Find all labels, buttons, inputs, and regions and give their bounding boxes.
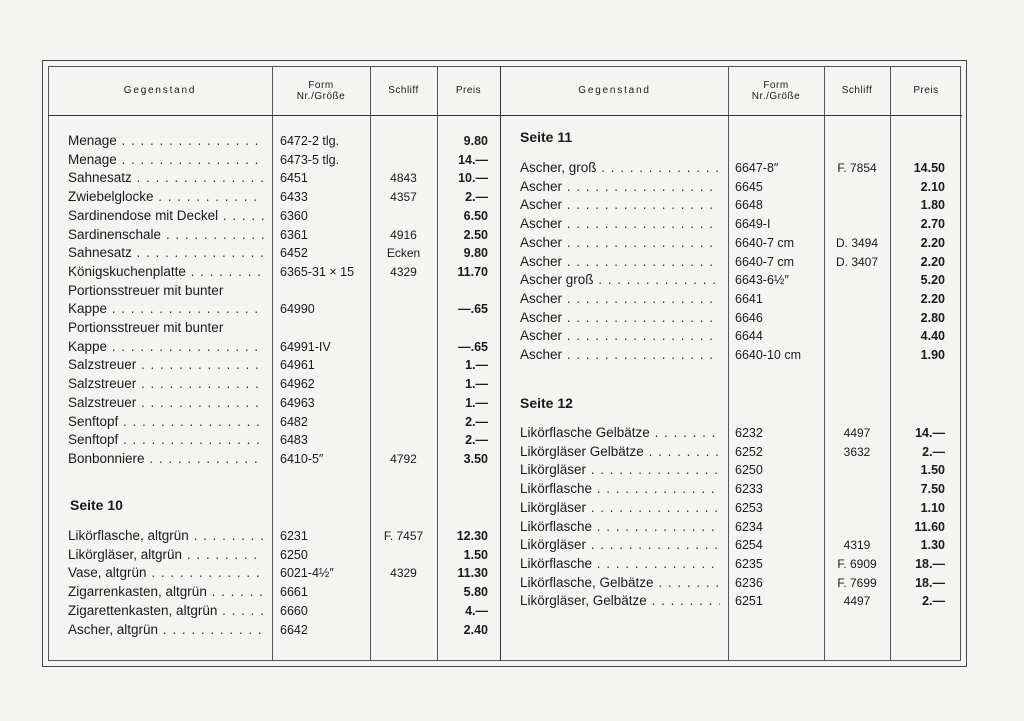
form-number: 6235 bbox=[735, 556, 763, 571]
item-name: Likörgläser, Gelbätze . . . bbox=[520, 592, 720, 610]
header-item: Gegenstand bbox=[123, 85, 197, 96]
item-name: Senftopf . . . bbox=[68, 413, 264, 431]
form-number: 6234 bbox=[735, 519, 763, 534]
table-row bbox=[48, 244, 500, 262]
item-name: Likörflasche, altgrün . . . bbox=[68, 527, 264, 545]
form-number: 6250 bbox=[280, 547, 308, 562]
item-name: Zigarrenkasten, altgrün . . . bbox=[68, 583, 264, 601]
form-number: 6251 bbox=[735, 594, 763, 609]
table-row bbox=[501, 253, 962, 271]
table-row bbox=[48, 151, 500, 169]
price-value: 11.30 bbox=[457, 566, 488, 581]
form-number: 6648 bbox=[735, 198, 763, 213]
form-number: 6643-6½″ bbox=[735, 273, 789, 288]
header-cut: Schliff bbox=[388, 85, 419, 96]
price-value: 18.— bbox=[915, 575, 945, 590]
table-row bbox=[48, 356, 500, 374]
section-title: Seite 12 bbox=[520, 395, 573, 411]
cut-number: 3632 bbox=[843, 444, 871, 459]
table-row bbox=[501, 424, 962, 442]
item-name: Likörflasche, Gelbätze . . . bbox=[520, 574, 720, 592]
table-row bbox=[48, 319, 500, 337]
table-row bbox=[501, 536, 962, 554]
form-number: 6641 bbox=[735, 291, 763, 306]
price-value: —.65 bbox=[458, 302, 488, 317]
table-row bbox=[501, 271, 962, 289]
table-row bbox=[501, 196, 962, 214]
item-name: Ascher . . . bbox=[520, 253, 720, 271]
item-name: Ascher . . . bbox=[520, 327, 720, 345]
table-row bbox=[48, 300, 500, 318]
cut-number: 4319 bbox=[843, 538, 871, 553]
price-value: 1.30 bbox=[920, 538, 945, 553]
table-row bbox=[48, 413, 500, 431]
section-title: Seite 10 bbox=[70, 497, 123, 513]
form-number: 6452 bbox=[280, 246, 308, 261]
item-name: Königskuchenplatte . . . bbox=[68, 263, 264, 281]
item-name: Kappe . . . bbox=[68, 300, 264, 318]
form-number: 64961 bbox=[280, 358, 315, 373]
price-value: 12.30 bbox=[456, 529, 488, 543]
header-rule bbox=[501, 115, 962, 116]
item-name: Ascher . . . bbox=[520, 196, 720, 214]
cut-number: F. 7854 bbox=[837, 161, 877, 175]
form-number: 6410-5″ bbox=[280, 451, 324, 466]
table-row bbox=[48, 546, 500, 564]
price-value: —.65 bbox=[458, 339, 488, 354]
table-row bbox=[48, 207, 500, 225]
price-value: 2.— bbox=[465, 414, 488, 429]
table-row bbox=[48, 394, 500, 412]
item-name: Sardinendose mit Deckel . . . bbox=[68, 207, 264, 225]
item-name: Portionsstreuer mit bunter bbox=[68, 282, 224, 298]
price-value: 11.70 bbox=[457, 264, 488, 279]
header-price: Preis bbox=[913, 85, 939, 96]
form-number: 6646 bbox=[735, 310, 763, 325]
price-value: 1.— bbox=[465, 395, 488, 410]
section-title: Seite 11 bbox=[520, 129, 573, 145]
item-name: Likörflasche . . . bbox=[520, 480, 720, 498]
form-number: 6233 bbox=[735, 482, 763, 497]
table-row bbox=[48, 583, 500, 601]
table-row bbox=[501, 443, 962, 461]
price-value: 5.20 bbox=[920, 273, 945, 288]
price-value: 2.10 bbox=[920, 179, 945, 194]
item-name: Ascher, altgrün . . . bbox=[68, 621, 264, 639]
price-value: 2.40 bbox=[463, 622, 488, 637]
table-row bbox=[48, 564, 500, 582]
form-number: 6361 bbox=[280, 227, 308, 242]
form-number: 6645 bbox=[735, 179, 763, 194]
form-number: 6647-8″ bbox=[735, 161, 779, 175]
table-row bbox=[48, 226, 500, 244]
item-name: Salzstreuer . . . bbox=[68, 375, 264, 393]
item-name: Ascher . . . bbox=[520, 234, 720, 252]
form-number: 6483 bbox=[280, 433, 308, 448]
price-value: 2.— bbox=[922, 594, 945, 609]
item-name: Likörflasche . . . bbox=[520, 555, 720, 573]
form-number: 6231 bbox=[280, 529, 308, 543]
table-row bbox=[48, 527, 500, 545]
table-row bbox=[501, 327, 962, 345]
table-row bbox=[48, 132, 500, 150]
form-number: 6482 bbox=[280, 414, 308, 429]
price-value: 5.80 bbox=[463, 585, 488, 600]
item-name: Likörgläser, altgrün . . . bbox=[68, 546, 264, 564]
table-row bbox=[501, 215, 962, 233]
item-name: Ascher . . . bbox=[520, 290, 720, 308]
price-value: 2.80 bbox=[920, 310, 945, 325]
price-value: 2.20 bbox=[920, 254, 945, 269]
price-value: 1.90 bbox=[920, 348, 945, 362]
item-name: Ascher . . . bbox=[520, 178, 720, 196]
table-row bbox=[501, 234, 962, 252]
form-number: 6472-2 tlg. bbox=[280, 134, 340, 148]
item-name: Ascher . . . bbox=[520, 309, 720, 327]
form-number: 64990 bbox=[280, 302, 315, 317]
table-row bbox=[48, 431, 500, 449]
cut-number: 4792 bbox=[390, 451, 417, 466]
price-value: 2.70 bbox=[920, 217, 945, 232]
price-value: 1.80 bbox=[920, 198, 945, 213]
header-item: Gegenstand bbox=[578, 85, 651, 96]
price-value: 3.50 bbox=[463, 451, 488, 466]
price-value: 2.20 bbox=[920, 235, 945, 250]
price-table-left bbox=[48, 66, 500, 661]
price-value: 4.40 bbox=[920, 329, 945, 344]
table-row bbox=[48, 188, 500, 206]
table-row bbox=[501, 461, 962, 479]
price-value: 2.— bbox=[922, 444, 945, 459]
price-value: 1.— bbox=[465, 358, 488, 373]
table-row bbox=[501, 592, 962, 610]
cut-number: 4497 bbox=[843, 426, 871, 440]
price-value: 2.— bbox=[465, 190, 488, 205]
cut-number: 4357 bbox=[390, 190, 417, 205]
item-name: Salzstreuer . . . bbox=[68, 356, 264, 374]
price-value: 18.— bbox=[915, 556, 945, 571]
table-row bbox=[501, 159, 962, 177]
form-number: 6021-4½″ bbox=[280, 566, 334, 581]
table-row bbox=[501, 480, 962, 498]
price-value: 9.80 bbox=[463, 134, 488, 148]
item-name: Sahnesatz . . . bbox=[68, 169, 264, 187]
item-name: Ascher groß . . . bbox=[520, 271, 720, 289]
form-number: 6640-7 cm bbox=[735, 235, 795, 250]
item-name: Portionsstreuer mit bunter bbox=[68, 320, 224, 335]
item-name: Likörflasche . . . bbox=[520, 518, 720, 536]
table-row bbox=[501, 178, 962, 196]
form-number: 6660 bbox=[280, 603, 308, 618]
form-number: 6649-I bbox=[735, 217, 771, 232]
form-number: 6365-31 × 15 bbox=[280, 264, 355, 279]
form-number: 6642 bbox=[280, 622, 308, 637]
table-row bbox=[501, 309, 962, 327]
item-name: Zwiebelglocke . . . bbox=[68, 188, 264, 206]
form-number: 6253 bbox=[735, 500, 763, 515]
item-name: Sardinenschale . . . bbox=[68, 226, 264, 244]
table-row bbox=[48, 263, 500, 281]
item-name: Menage . . . bbox=[68, 151, 264, 169]
price-value: 10.— bbox=[458, 171, 488, 186]
form-number: 6661 bbox=[280, 585, 308, 600]
cut-number: 4497 bbox=[843, 594, 871, 609]
price-value: 14.— bbox=[915, 426, 945, 440]
form-number: 6252 bbox=[735, 444, 763, 459]
form-number: 6451 bbox=[280, 171, 308, 186]
form-number: 6250 bbox=[735, 463, 763, 478]
form-number: 64963 bbox=[280, 395, 315, 410]
table-row bbox=[48, 602, 500, 620]
item-name: Ascher . . . bbox=[520, 215, 720, 233]
header-cut: Schliff bbox=[841, 85, 873, 96]
price-value: 1.50 bbox=[463, 547, 488, 562]
item-name: Sahnesatz . . . bbox=[68, 244, 264, 262]
cut-number: D. 3407 bbox=[835, 254, 879, 269]
table-row bbox=[501, 346, 962, 364]
table-row bbox=[48, 375, 500, 393]
item-name: Ascher . . . bbox=[520, 346, 720, 364]
form-number: 6236 bbox=[735, 575, 763, 590]
table-row bbox=[48, 450, 500, 468]
table-row bbox=[48, 621, 500, 639]
table-row bbox=[501, 499, 962, 517]
form-number: 6644 bbox=[735, 329, 763, 344]
header-rule bbox=[48, 115, 500, 116]
form-number: 6640-10 cm bbox=[735, 348, 802, 362]
cut-number: 4843 bbox=[390, 171, 417, 186]
price-value: 1.50 bbox=[920, 463, 945, 478]
header-price: Preis bbox=[455, 85, 482, 96]
item-name: Likörgläser . . . bbox=[520, 499, 720, 517]
item-name: Kappe . . . bbox=[68, 338, 264, 356]
item-name: Likörgläser Gelbätze . . . bbox=[520, 443, 720, 461]
form-number: 64962 bbox=[280, 377, 315, 392]
cut-number: 4329 bbox=[390, 566, 417, 581]
cut-number: F. 7699 bbox=[837, 575, 877, 590]
header-form: Form Nr./Größe bbox=[751, 79, 801, 102]
item-name: Likörgläser . . . bbox=[520, 536, 720, 554]
cut-number: Ecken bbox=[386, 246, 421, 261]
table-row bbox=[48, 338, 500, 356]
cut-number: F. 7457 bbox=[383, 529, 424, 543]
item-name: Salzstreuer . . . bbox=[68, 394, 264, 412]
cut-number: 4329 bbox=[390, 264, 417, 279]
price-value: 6.50 bbox=[463, 208, 488, 223]
price-table-right bbox=[500, 66, 962, 661]
price-value: 7.50 bbox=[920, 482, 945, 497]
item-name: Menage . . . bbox=[68, 132, 264, 150]
price-value: 2.50 bbox=[463, 227, 488, 242]
item-name: Bonbonniere . . . bbox=[68, 450, 264, 468]
table-row bbox=[48, 169, 500, 187]
form-number: 6473-5 tlg. bbox=[280, 152, 340, 167]
price-value: 11.60 bbox=[914, 519, 945, 534]
price-value: 1.— bbox=[465, 377, 488, 392]
price-value: 9.80 bbox=[463, 246, 488, 261]
item-name: Likörgläser . . . bbox=[520, 461, 720, 479]
item-name: Ascher, groß . . . bbox=[520, 159, 720, 177]
item-name: Senftopf . . . bbox=[68, 431, 264, 449]
price-value: 2.— bbox=[465, 433, 488, 448]
cut-number: F. 6909 bbox=[837, 556, 877, 571]
form-number: 6360 bbox=[280, 208, 308, 223]
item-name: Zigarettenkasten, altgrün . . . bbox=[68, 602, 264, 620]
table-row bbox=[501, 574, 962, 592]
form-number: 6640-7 cm bbox=[735, 254, 795, 269]
table-row bbox=[501, 290, 962, 308]
cut-number: D. 3494 bbox=[835, 235, 879, 250]
item-name: Vase, altgrün . . . bbox=[68, 564, 264, 582]
price-value: 14.— bbox=[458, 152, 488, 167]
form-number: 64991-IV bbox=[280, 339, 331, 354]
form-number: 6433 bbox=[280, 190, 308, 205]
price-value: 1.10 bbox=[920, 500, 945, 515]
table-row bbox=[48, 282, 500, 300]
header-form: Form Nr./Größe bbox=[296, 79, 346, 102]
table-row bbox=[501, 555, 962, 573]
table-row bbox=[501, 518, 962, 536]
price-value: 4.— bbox=[465, 603, 488, 618]
price-value: 2.20 bbox=[920, 291, 945, 306]
form-number: 6254 bbox=[735, 538, 763, 553]
form-number: 6232 bbox=[735, 426, 763, 440]
price-value: 14.50 bbox=[913, 161, 945, 175]
item-name: Likörflasche Gelbätze . . . bbox=[520, 424, 720, 442]
cut-number: 4916 bbox=[390, 227, 417, 242]
